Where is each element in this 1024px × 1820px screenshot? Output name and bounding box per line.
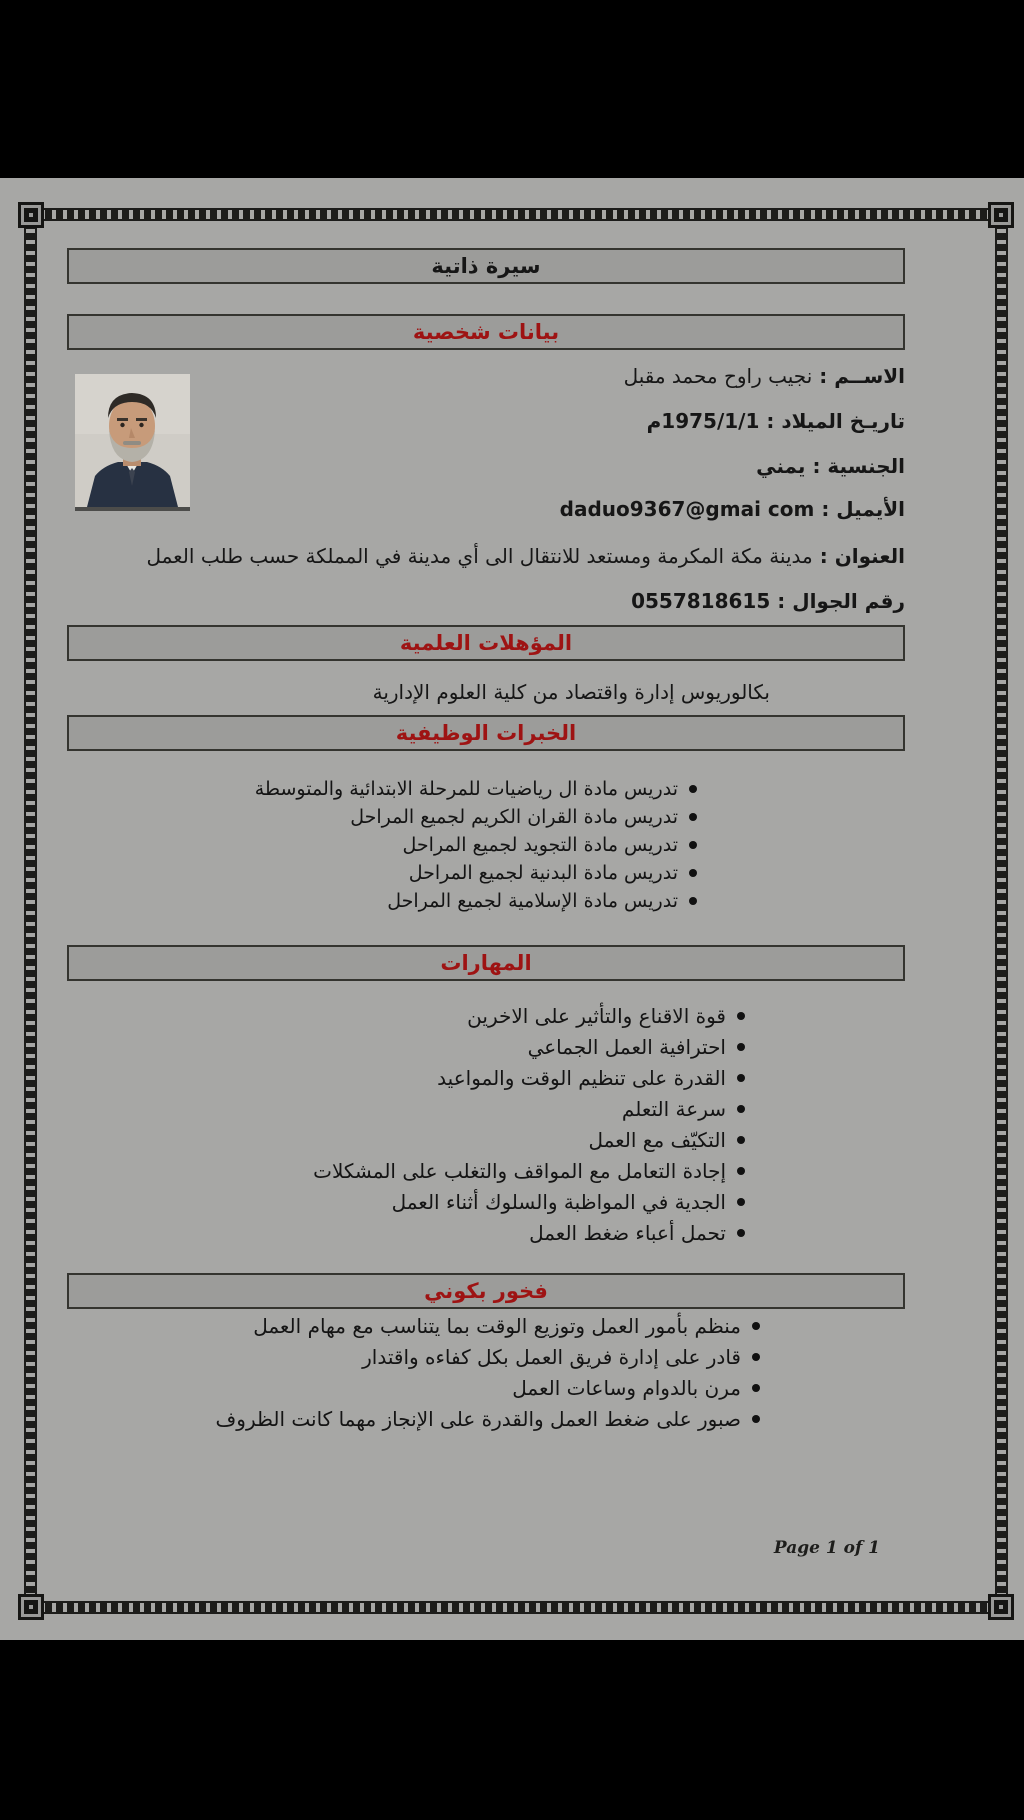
personal-field-row: [95, 579, 905, 624]
field-value: 1975/1/1م: [646, 409, 760, 433]
list-item-text: مرن بالدوام وساعات العمل: [512, 1375, 741, 1400]
bullet-icon: [737, 1012, 745, 1020]
experience-list-item: [100, 803, 697, 831]
skills-list-item: [100, 1217, 745, 1248]
field-value: daduo9367@gmai com: [559, 497, 815, 521]
skills-list-item: [100, 1000, 745, 1031]
field-value: يمني: [756, 454, 806, 478]
bullet-icon: [689, 869, 697, 877]
list-item-text: احترافية العمل الجماعي: [527, 1034, 726, 1059]
list-item-text: تدريس مادة ال رياضيات للمرحلة الابتدائية والمتوسطة: [254, 778, 678, 800]
list-item-text: تدريس مادة القران الكريم لجميع المراحل: [350, 806, 678, 828]
field-value: مدينة مكة المكرمة ومستعد للانتقال الى أي مدينة في المملكة حسب طلب العمل: [146, 544, 813, 568]
experience-list-item: [100, 887, 697, 915]
list-item-text: تحمل أعباء ضغط العمل: [529, 1220, 726, 1245]
cv-document-page: [0, 178, 1024, 1640]
document-title: سيرة ذاتية: [67, 248, 905, 284]
field-label: رقم الجوال :: [777, 589, 905, 613]
border-right-edge: [995, 218, 1008, 1604]
bullet-icon: [689, 897, 697, 905]
bullet-icon: [737, 1167, 745, 1175]
bullet-icon: [752, 1353, 760, 1361]
list-item-text: منظم بأمور العمل وتوزيع الوقت بما يتناسب مع مهام العمل: [253, 1313, 741, 1338]
skills-list-item: [100, 1155, 745, 1186]
list-item-text: القدرة على تنظيم الوقت والمواعيد: [437, 1065, 726, 1090]
section-header-qualifications: المؤهلات العلمية: [67, 625, 905, 661]
proud-list-item: [100, 1372, 760, 1403]
experience-list-item: [100, 859, 697, 887]
qualification-text: بكالوريوس إدارة واقتصاد من كلية العلوم الإدارية: [372, 680, 770, 704]
border-left-edge: [24, 218, 37, 1604]
page-number: Page 1 of 1: [773, 1538, 880, 1558]
list-item-text: الجدية في المواظبة والسلوك أثناء العمل: [391, 1189, 726, 1214]
section-header-proud: فخور بكوني: [67, 1273, 905, 1309]
bullet-icon: [752, 1415, 760, 1423]
personal-field-row: [95, 444, 905, 489]
experience-list-item: [100, 775, 697, 803]
list-item-text: التكيّف مع العمل: [588, 1127, 726, 1152]
list-item-text: تدريس مادة البدنية لجميع المراحل: [408, 862, 678, 884]
personal-field-row: [95, 354, 905, 399]
bullet-icon: [752, 1384, 760, 1392]
field-label: الأيميل :: [821, 497, 905, 521]
border-corner-ornament: [18, 202, 44, 228]
border-bottom-edge: [34, 1601, 998, 1614]
bullet-icon: [737, 1074, 745, 1082]
bullet-icon: [737, 1229, 745, 1237]
section-header-personal: بيانات شخصية: [67, 314, 905, 350]
bullet-icon: [737, 1043, 745, 1051]
proud-list-item: [100, 1310, 760, 1341]
bullet-icon: [689, 785, 697, 793]
list-item-text: إجادة التعامل مع المواقف والتغلب على المشكلات: [313, 1158, 726, 1183]
border-top-edge: [34, 208, 998, 221]
personal-fields: [95, 354, 905, 624]
bullet-icon: [737, 1105, 745, 1113]
field-value: نجيب راوح محمد مقبل: [623, 364, 813, 388]
skills-list-item: [100, 1062, 745, 1093]
border-corner-ornament: [988, 1594, 1014, 1620]
field-value: 0557818615: [631, 589, 771, 613]
personal-field-row: [95, 534, 905, 579]
personal-field-row: [95, 489, 905, 534]
section-header-experience: الخبرات الوظيفية: [67, 715, 905, 751]
personal-field-row: [95, 399, 905, 444]
list-item-text: قادر على إدارة فريق العمل بكل كفاءه واقتدار: [362, 1344, 741, 1369]
skills-list-item: [100, 1031, 745, 1062]
experience-list: [100, 775, 697, 915]
letterbox-top: [0, 0, 1024, 178]
list-item-text: تدريس مادة التجويد لجميع المراحل: [402, 834, 678, 856]
skills-list-item: [100, 1186, 745, 1217]
letterbox-bottom: [0, 1640, 1024, 1820]
bullet-icon: [737, 1136, 745, 1144]
list-item-text: تدريس مادة الإسلامية لجميع المراحل: [387, 890, 678, 912]
list-item-text: صبور على ضغط العمل والقدرة على الإنجاز مهما كانت الظروف: [215, 1406, 741, 1431]
border-corner-ornament: [988, 202, 1014, 228]
list-item-text: قوة الاقناع والتأثير على الاخرين: [467, 1003, 726, 1028]
section-header-skills: المهارات: [67, 945, 905, 981]
bullet-icon: [689, 813, 697, 821]
field-label: الجنسية :: [812, 454, 905, 478]
proud-list-item: [100, 1403, 760, 1434]
proud-list: [100, 1310, 760, 1434]
skills-list-item: [100, 1124, 745, 1155]
proud-list-item: [100, 1341, 760, 1372]
field-label: الاســم :: [819, 364, 905, 388]
list-item-text: سرعة التعلم: [621, 1096, 726, 1121]
bullet-icon: [752, 1322, 760, 1330]
bullet-icon: [737, 1198, 745, 1206]
skills-list-item: [100, 1093, 745, 1124]
bullet-icon: [689, 841, 697, 849]
experience-list-item: [100, 831, 697, 859]
field-label: تاريـخ الميلاد :: [766, 409, 905, 433]
skills-list: [100, 1000, 745, 1248]
border-corner-ornament: [18, 1594, 44, 1620]
field-label: العنوان :: [819, 544, 905, 568]
